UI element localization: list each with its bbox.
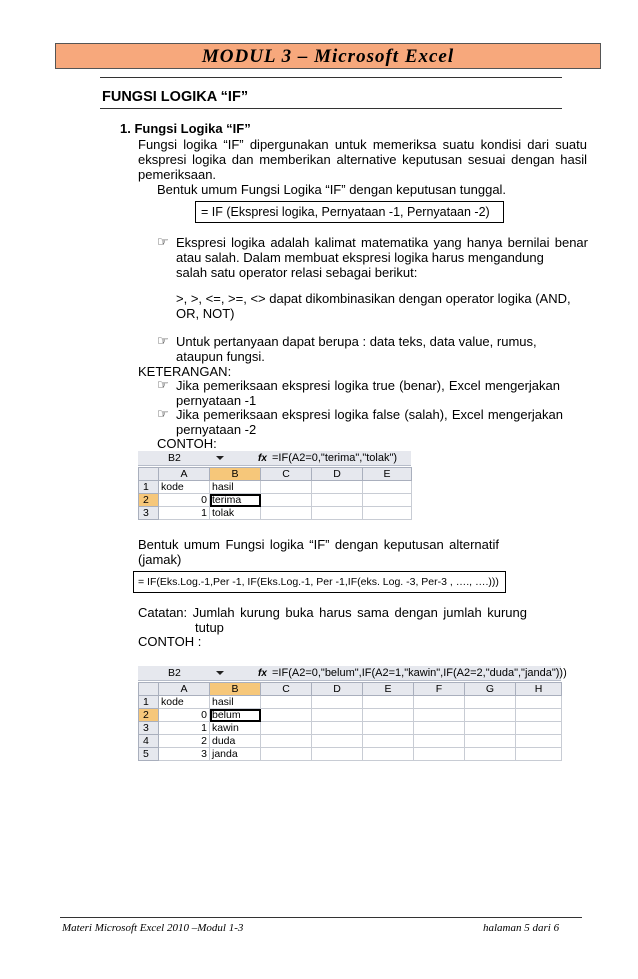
cell[interactable] — [363, 494, 412, 507]
module-title-banner — [55, 43, 601, 69]
cell[interactable] — [261, 494, 312, 507]
cell[interactable] — [414, 696, 465, 709]
cell[interactable] — [261, 735, 312, 748]
table-row — [139, 494, 412, 507]
cell[interactable] — [312, 481, 363, 494]
catatan-line: Catatan: Jumlah kurung buka harus sama dengan jumlah kurung — [138, 605, 527, 620]
cell[interactable] — [516, 722, 562, 735]
multi-form-label: Bentuk umum Fungsi logika “IF” dengan keputusan alternatif — [138, 537, 499, 552]
cell-grid — [138, 682, 562, 761]
cell[interactable] — [363, 696, 414, 709]
cell[interactable] — [312, 696, 363, 709]
cell[interactable] — [261, 722, 312, 735]
cell-a3[interactable]: 1 — [159, 722, 210, 735]
cell[interactable] — [363, 748, 414, 761]
single-formula-box — [195, 201, 504, 223]
module-title: MODUL 3 – Microsoft Excel — [201, 46, 455, 67]
cell[interactable] — [363, 735, 414, 748]
single-formula: = IF (Ekspresi logika, Pernyataan -1, Pernyataan -2) — [201, 205, 490, 219]
intro-line: Fungsi logika “IF” dipergunakan untuk memeriksa suatu kondisi dari suatu — [138, 137, 587, 152]
column-header-b[interactable]: B — [210, 683, 261, 696]
column-header-a[interactable]: A — [159, 683, 210, 696]
cell-b4[interactable]: duda — [210, 735, 261, 748]
operators-line: OR, NOT) — [176, 306, 235, 321]
section-title: FUNGSI LOGIKA “IF” — [102, 89, 249, 105]
contoh-label: CONTOH : — [138, 634, 202, 649]
column-header-e[interactable]: E — [363, 683, 414, 696]
cell[interactable] — [261, 507, 312, 520]
divider — [100, 108, 562, 109]
bullet-line: atau salah. Dalam membuat ekspresi logika harus mengandung — [176, 250, 544, 265]
name-box[interactable]: B2 — [168, 452, 181, 464]
cell[interactable] — [312, 709, 363, 722]
multi-form-label: (jamak) — [138, 552, 182, 567]
contoh-label: CONTOH: — [157, 436, 217, 451]
select-all-corner[interactable] — [139, 683, 159, 696]
cell[interactable] — [261, 481, 312, 494]
cell[interactable] — [465, 735, 516, 748]
intro-line: pemeriksaan. — [138, 167, 217, 182]
row-header[interactable]: 2 — [139, 494, 159, 507]
cell[interactable] — [312, 735, 363, 748]
cell[interactable] — [516, 735, 562, 748]
cell[interactable] — [516, 748, 562, 761]
cell[interactable] — [312, 507, 363, 520]
cell-a2[interactable]: 0 — [159, 709, 210, 722]
pointing-hand-icon: ☞ — [157, 333, 169, 348]
keterangan-line: pernyataan -1 — [176, 393, 257, 408]
table-row — [139, 722, 562, 735]
column-header-g[interactable]: G — [465, 683, 516, 696]
cell[interactable] — [516, 696, 562, 709]
keterangan-line: pernyataan -2 — [176, 422, 257, 437]
cell[interactable] — [312, 722, 363, 735]
column-header-a[interactable]: A — [159, 468, 210, 481]
row-header[interactable]: 3 — [139, 507, 159, 520]
cell-a5[interactable]: 3 — [159, 748, 210, 761]
pointing-hand-icon: ☞ — [157, 377, 169, 392]
cell[interactable] — [414, 735, 465, 748]
column-header-row — [139, 468, 412, 481]
column-header-c[interactable]: C — [261, 468, 312, 481]
cell-a4[interactable]: 2 — [159, 735, 210, 748]
column-header-h[interactable]: H — [516, 683, 562, 696]
formula-input[interactable]: =IF(A2=0,"belum",IF(A2=1,"kawin",IF(A2=2,"duda","janda"))) — [272, 667, 567, 679]
cell[interactable] — [363, 722, 414, 735]
keterangan-line: Jika pemeriksaan ekspresi logika true (benar), Excel mengerjakan — [176, 378, 560, 393]
cell-b2-active[interactable]: terima — [210, 494, 261, 507]
chevron-down-icon[interactable] — [216, 671, 224, 675]
keterangan-line: Jika pemeriksaan ekspresi logika false (salah), Excel mengerjakan — [176, 407, 563, 422]
pointing-hand-icon: ☞ — [157, 406, 169, 421]
column-header-d[interactable]: D — [312, 683, 363, 696]
cell[interactable] — [363, 507, 412, 520]
row-header[interactable]: 1 — [139, 481, 159, 494]
bullet-line: Ekspresi logika adalah kalimat matematika yang hanya bernilai benar — [176, 235, 588, 250]
table-row — [139, 507, 412, 520]
name-box[interactable]: B2 — [168, 667, 181, 679]
cell-a1[interactable]: kode — [159, 481, 210, 494]
formula-input[interactable]: =IF(A2=0,"terima","tolak") — [272, 452, 398, 464]
intro-line: ekspresi logika dan memberikan alternative keputusan sesuai dengan hasil — [138, 152, 587, 167]
column-header-f[interactable]: F — [414, 683, 465, 696]
select-all-corner[interactable] — [139, 468, 159, 481]
bullet-line: salah satu operator relasi sebagai berikut: — [176, 265, 418, 280]
cell[interactable] — [414, 722, 465, 735]
fx-icon: fx — [258, 453, 267, 464]
table-row — [139, 481, 412, 494]
cell[interactable] — [465, 709, 516, 722]
row-header[interactable]: 1 — [139, 696, 159, 709]
column-header-row — [139, 683, 562, 696]
column-header-b[interactable]: B — [210, 468, 261, 481]
cell-b2-active[interactable]: belum — [210, 709, 261, 722]
cell[interactable] — [414, 709, 465, 722]
cell[interactable] — [414, 748, 465, 761]
excel-sheet-2 — [138, 666, 567, 762]
catatan-line: tutup — [195, 620, 224, 635]
table-row — [139, 709, 562, 722]
footer-divider — [60, 917, 582, 918]
cell-b3[interactable]: kawin — [210, 722, 261, 735]
pointing-hand-icon: ☞ — [157, 234, 169, 249]
cell[interactable] — [312, 748, 363, 761]
cell-grid — [138, 467, 412, 520]
cell-a2[interactable]: 0 — [159, 494, 210, 507]
item-heading: 1. Fungsi Logika “IF” — [120, 121, 251, 136]
cell-b3[interactable]: tolak — [210, 507, 261, 520]
row-header[interactable]: 4 — [139, 735, 159, 748]
chevron-down-icon[interactable] — [216, 456, 224, 460]
excel-sheet-1 — [138, 451, 411, 522]
cell-a1[interactable]: kode — [159, 696, 210, 709]
cell[interactable] — [516, 709, 562, 722]
bullet-line: ataupun fungsi. — [176, 349, 265, 364]
footer-page-number: halaman 5 dari 6 — [483, 922, 560, 934]
table-row — [139, 696, 562, 709]
column-header-e[interactable]: E — [363, 468, 412, 481]
cell-b1[interactable]: hasil — [210, 696, 261, 709]
bullet-line: Untuk pertanyaan dapat berupa : data teks, data value, rumus, — [176, 334, 537, 349]
cell-b5[interactable]: janda — [210, 748, 261, 761]
row-header[interactable]: 5 — [139, 748, 159, 761]
cell[interactable] — [363, 709, 414, 722]
column-header-d[interactable]: D — [312, 468, 363, 481]
cell-a3[interactable]: 1 — [159, 507, 210, 520]
footer-left: Materi Microsoft Excel 2010 –Modul 1-3 — [62, 922, 244, 934]
cell[interactable] — [261, 696, 312, 709]
cell[interactable] — [261, 709, 312, 722]
multi-formula-box — [133, 571, 506, 593]
cell[interactable] — [465, 696, 516, 709]
row-header[interactable]: 3 — [139, 722, 159, 735]
keterangan-label: KETERANGAN: — [138, 364, 232, 379]
column-header-c[interactable]: C — [261, 683, 312, 696]
cell-b1[interactable]: hasil — [210, 481, 261, 494]
cell[interactable] — [312, 494, 363, 507]
single-form-label: Bentuk umum Fungsi Logika “IF” dengan keputusan tunggal. — [157, 182, 507, 197]
cell[interactable] — [261, 748, 312, 761]
cell[interactable] — [363, 481, 412, 494]
divider — [100, 77, 562, 78]
cell[interactable] — [465, 722, 516, 735]
fx-icon: fx — [258, 668, 267, 679]
multi-formula: = IF(Eks.Log.-1,Per -1, IF(Eks.Log.-1, Per -1,IF(eks. Log. -3, Per-3 , …., ….))) — [138, 576, 499, 588]
cell[interactable] — [465, 748, 516, 761]
row-header[interactable]: 2 — [139, 709, 159, 722]
table-row — [139, 748, 562, 761]
operators-line: >, >, <=, >=, <> dapat dikombinasikan dengan operator logika (AND, — [176, 291, 571, 306]
table-row — [139, 735, 562, 748]
